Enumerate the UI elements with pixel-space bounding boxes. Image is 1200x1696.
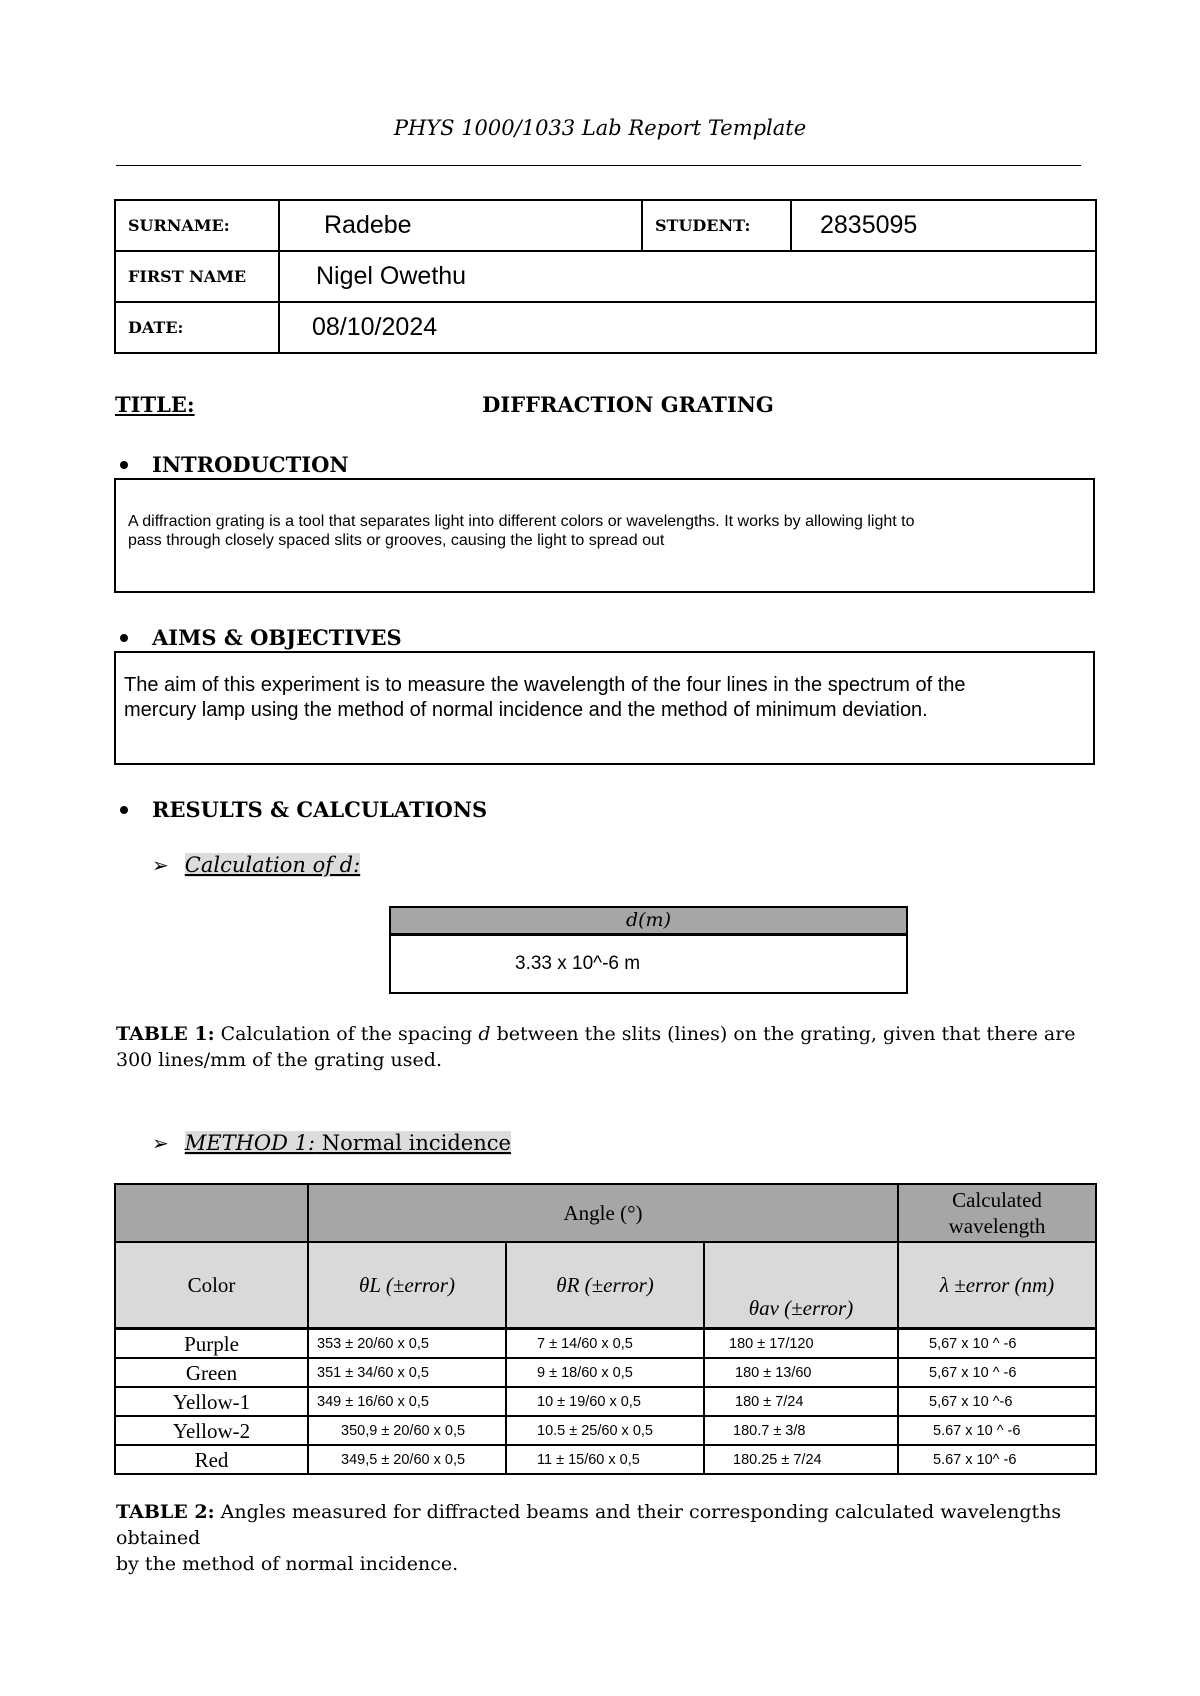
aims-heading bbox=[120, 625, 402, 650]
d-table-value: 3.33 x 10^-6 m bbox=[515, 953, 641, 974]
student-value: 2835095 bbox=[791, 200, 1096, 251]
theta-l-header: θL (±error) bbox=[308, 1242, 506, 1329]
row-lambda: 5.67 x 10^ -6 bbox=[898, 1445, 1096, 1474]
row-lambda: 5,67 x 10 ^ -6 bbox=[898, 1358, 1096, 1387]
bullet-icon bbox=[120, 806, 128, 814]
method1-label: METHOD 1: bbox=[184, 1131, 316, 1155]
title-value: DIFFRACTION GRATING bbox=[482, 392, 774, 417]
row-theta-l: 350,9 ± 20/60 x 0,5 bbox=[308, 1416, 506, 1445]
table2-text: Angles measured for diffracted beams and their corresponding calculated wavelengths obtained bbox=[116, 1501, 1062, 1549]
row-color: Purple bbox=[115, 1329, 308, 1359]
surname-label: SURNAME: bbox=[115, 200, 279, 251]
row-theta-l: 349,5 ± 20/60 x 0,5 bbox=[308, 1445, 506, 1474]
table-row bbox=[115, 1416, 1096, 1445]
row-lambda: 5,67 x 10 ^-6 bbox=[898, 1387, 1096, 1416]
page-header: PHYS 1000/1033 Lab Report Template bbox=[393, 116, 807, 140]
table-row bbox=[115, 1387, 1096, 1416]
empty-header-cell bbox=[115, 1184, 308, 1242]
title-label: TITLE: bbox=[115, 392, 195, 417]
introduction-line-1: A diffraction grating is a tool that separates light into different colors or wavelengths. It works by allowing light to bbox=[128, 513, 915, 530]
table2-caption bbox=[116, 1499, 1096, 1577]
table-header-row-2 bbox=[115, 1242, 1096, 1329]
results-heading-text: RESULTS & CALCULATIONS bbox=[152, 797, 488, 822]
table2-text-line2: by the method of normal incidence. bbox=[116, 1553, 459, 1575]
row-theta-av: 180 ± 17/120 bbox=[704, 1329, 898, 1359]
calc-header-line-1: Calculated bbox=[952, 1188, 1042, 1212]
surname-value: Radebe bbox=[279, 200, 642, 251]
row-theta-av: 180.25 ± 7/24 bbox=[704, 1445, 898, 1474]
method1-text: Normal incidence bbox=[315, 1131, 511, 1155]
aims-line-1: The aim of this experiment is to measure the wavelength of the four lines in the spectrum of the bbox=[124, 674, 966, 696]
row-theta-l: 349 ± 16/60 x 0,5 bbox=[308, 1387, 506, 1416]
row-color: Yellow-1 bbox=[115, 1387, 308, 1416]
color-header: Color bbox=[115, 1242, 308, 1329]
d-table-header: d(m) bbox=[391, 908, 906, 936]
table1-text-pre: Calculation of the spacing bbox=[214, 1023, 479, 1045]
row-theta-r: 11 ± 15/60 x 0,5 bbox=[506, 1445, 704, 1474]
table-row bbox=[115, 1445, 1096, 1474]
row-lambda: 5.67 x 10 ^ -6 bbox=[898, 1416, 1096, 1445]
row-theta-av: 180.7 ± 3/8 bbox=[704, 1416, 898, 1445]
method1-heading bbox=[152, 1131, 511, 1155]
aims-text bbox=[116, 653, 1093, 723]
arrow-bullet-icon: ➢ bbox=[152, 1131, 169, 1155]
lambda-header: λ ±error (nm) bbox=[898, 1242, 1096, 1329]
theta-r-header: θR (±error) bbox=[506, 1242, 704, 1329]
row-theta-r: 10.5 ± 25/60 x 0,5 bbox=[506, 1416, 704, 1445]
aims-box bbox=[114, 651, 1095, 765]
student-label: STUDENT: bbox=[642, 200, 791, 251]
method1-table bbox=[114, 1183, 1097, 1475]
calc-d-heading bbox=[152, 853, 360, 877]
row-theta-av: 180 ± 13/60 bbox=[704, 1358, 898, 1387]
table-header-row-1 bbox=[115, 1184, 1096, 1242]
row-theta-av: 180 ± 7/24 bbox=[704, 1387, 898, 1416]
date-value: 08/10/2024 bbox=[279, 302, 1096, 353]
arrow-bullet-icon: ➢ bbox=[152, 853, 169, 877]
bullet-icon bbox=[120, 634, 128, 642]
row-theta-r: 10 ± 19/60 x 0,5 bbox=[506, 1387, 704, 1416]
date-row bbox=[115, 302, 1096, 353]
table1-text-line2: 300 lines/mm of the grating used. bbox=[116, 1049, 442, 1071]
aims-heading-text: AIMS & OBJECTIVES bbox=[152, 625, 402, 650]
firstname-label: FIRST NAME bbox=[115, 251, 279, 302]
firstname-row bbox=[115, 251, 1096, 302]
row-color: Yellow-2 bbox=[115, 1416, 308, 1445]
table-row bbox=[115, 1358, 1096, 1387]
date-label: DATE: bbox=[115, 302, 279, 353]
table2-label: TABLE 2: bbox=[116, 1501, 215, 1523]
header-rule bbox=[116, 165, 1081, 166]
introduction-line-2: pass through closely spaced slits or grooves, causing the light to spread out bbox=[128, 532, 665, 549]
table1-var: d bbox=[478, 1023, 491, 1045]
calc-d-text: Calculation of d: bbox=[184, 853, 361, 877]
introduction-box bbox=[114, 478, 1095, 593]
row-color: Green bbox=[115, 1358, 308, 1387]
introduction-text bbox=[116, 480, 1093, 550]
theta-av-header: θav (±error) bbox=[704, 1242, 898, 1329]
bullet-icon bbox=[120, 461, 128, 469]
table1-text-post: between the slits (lines) on the grating, given that there are bbox=[490, 1023, 1076, 1045]
introduction-heading bbox=[120, 452, 349, 477]
student-info-table bbox=[114, 199, 1097, 354]
row-theta-l: 351 ± 34/60 x 0,5 bbox=[308, 1358, 506, 1387]
surname-row bbox=[115, 200, 1096, 251]
row-lambda: 5,67 x 10 ^ -6 bbox=[898, 1329, 1096, 1359]
calculated-wavelength-header bbox=[898, 1184, 1096, 1242]
table1-label: TABLE 1: bbox=[116, 1023, 215, 1045]
row-theta-l: 353 ± 20/60 x 0,5 bbox=[308, 1329, 506, 1359]
table1-caption bbox=[116, 1021, 1096, 1073]
results-heading bbox=[120, 797, 487, 822]
table-row bbox=[115, 1329, 1096, 1359]
firstname-value: Nigel Owethu bbox=[279, 251, 1096, 302]
calc-header-line-2: wavelength bbox=[948, 1214, 1046, 1238]
row-theta-r: 9 ± 18/60 x 0,5 bbox=[506, 1358, 704, 1387]
d-table bbox=[389, 906, 908, 994]
angle-header: Angle (°) bbox=[308, 1184, 898, 1242]
row-color: Red bbox=[115, 1445, 308, 1474]
aims-line-2: mercury lamp using the method of normal incidence and the method of minimum deviation. bbox=[124, 699, 928, 721]
introduction-heading-text: INTRODUCTION bbox=[152, 452, 349, 477]
row-theta-r: 7 ± 14/60 x 0,5 bbox=[506, 1329, 704, 1359]
